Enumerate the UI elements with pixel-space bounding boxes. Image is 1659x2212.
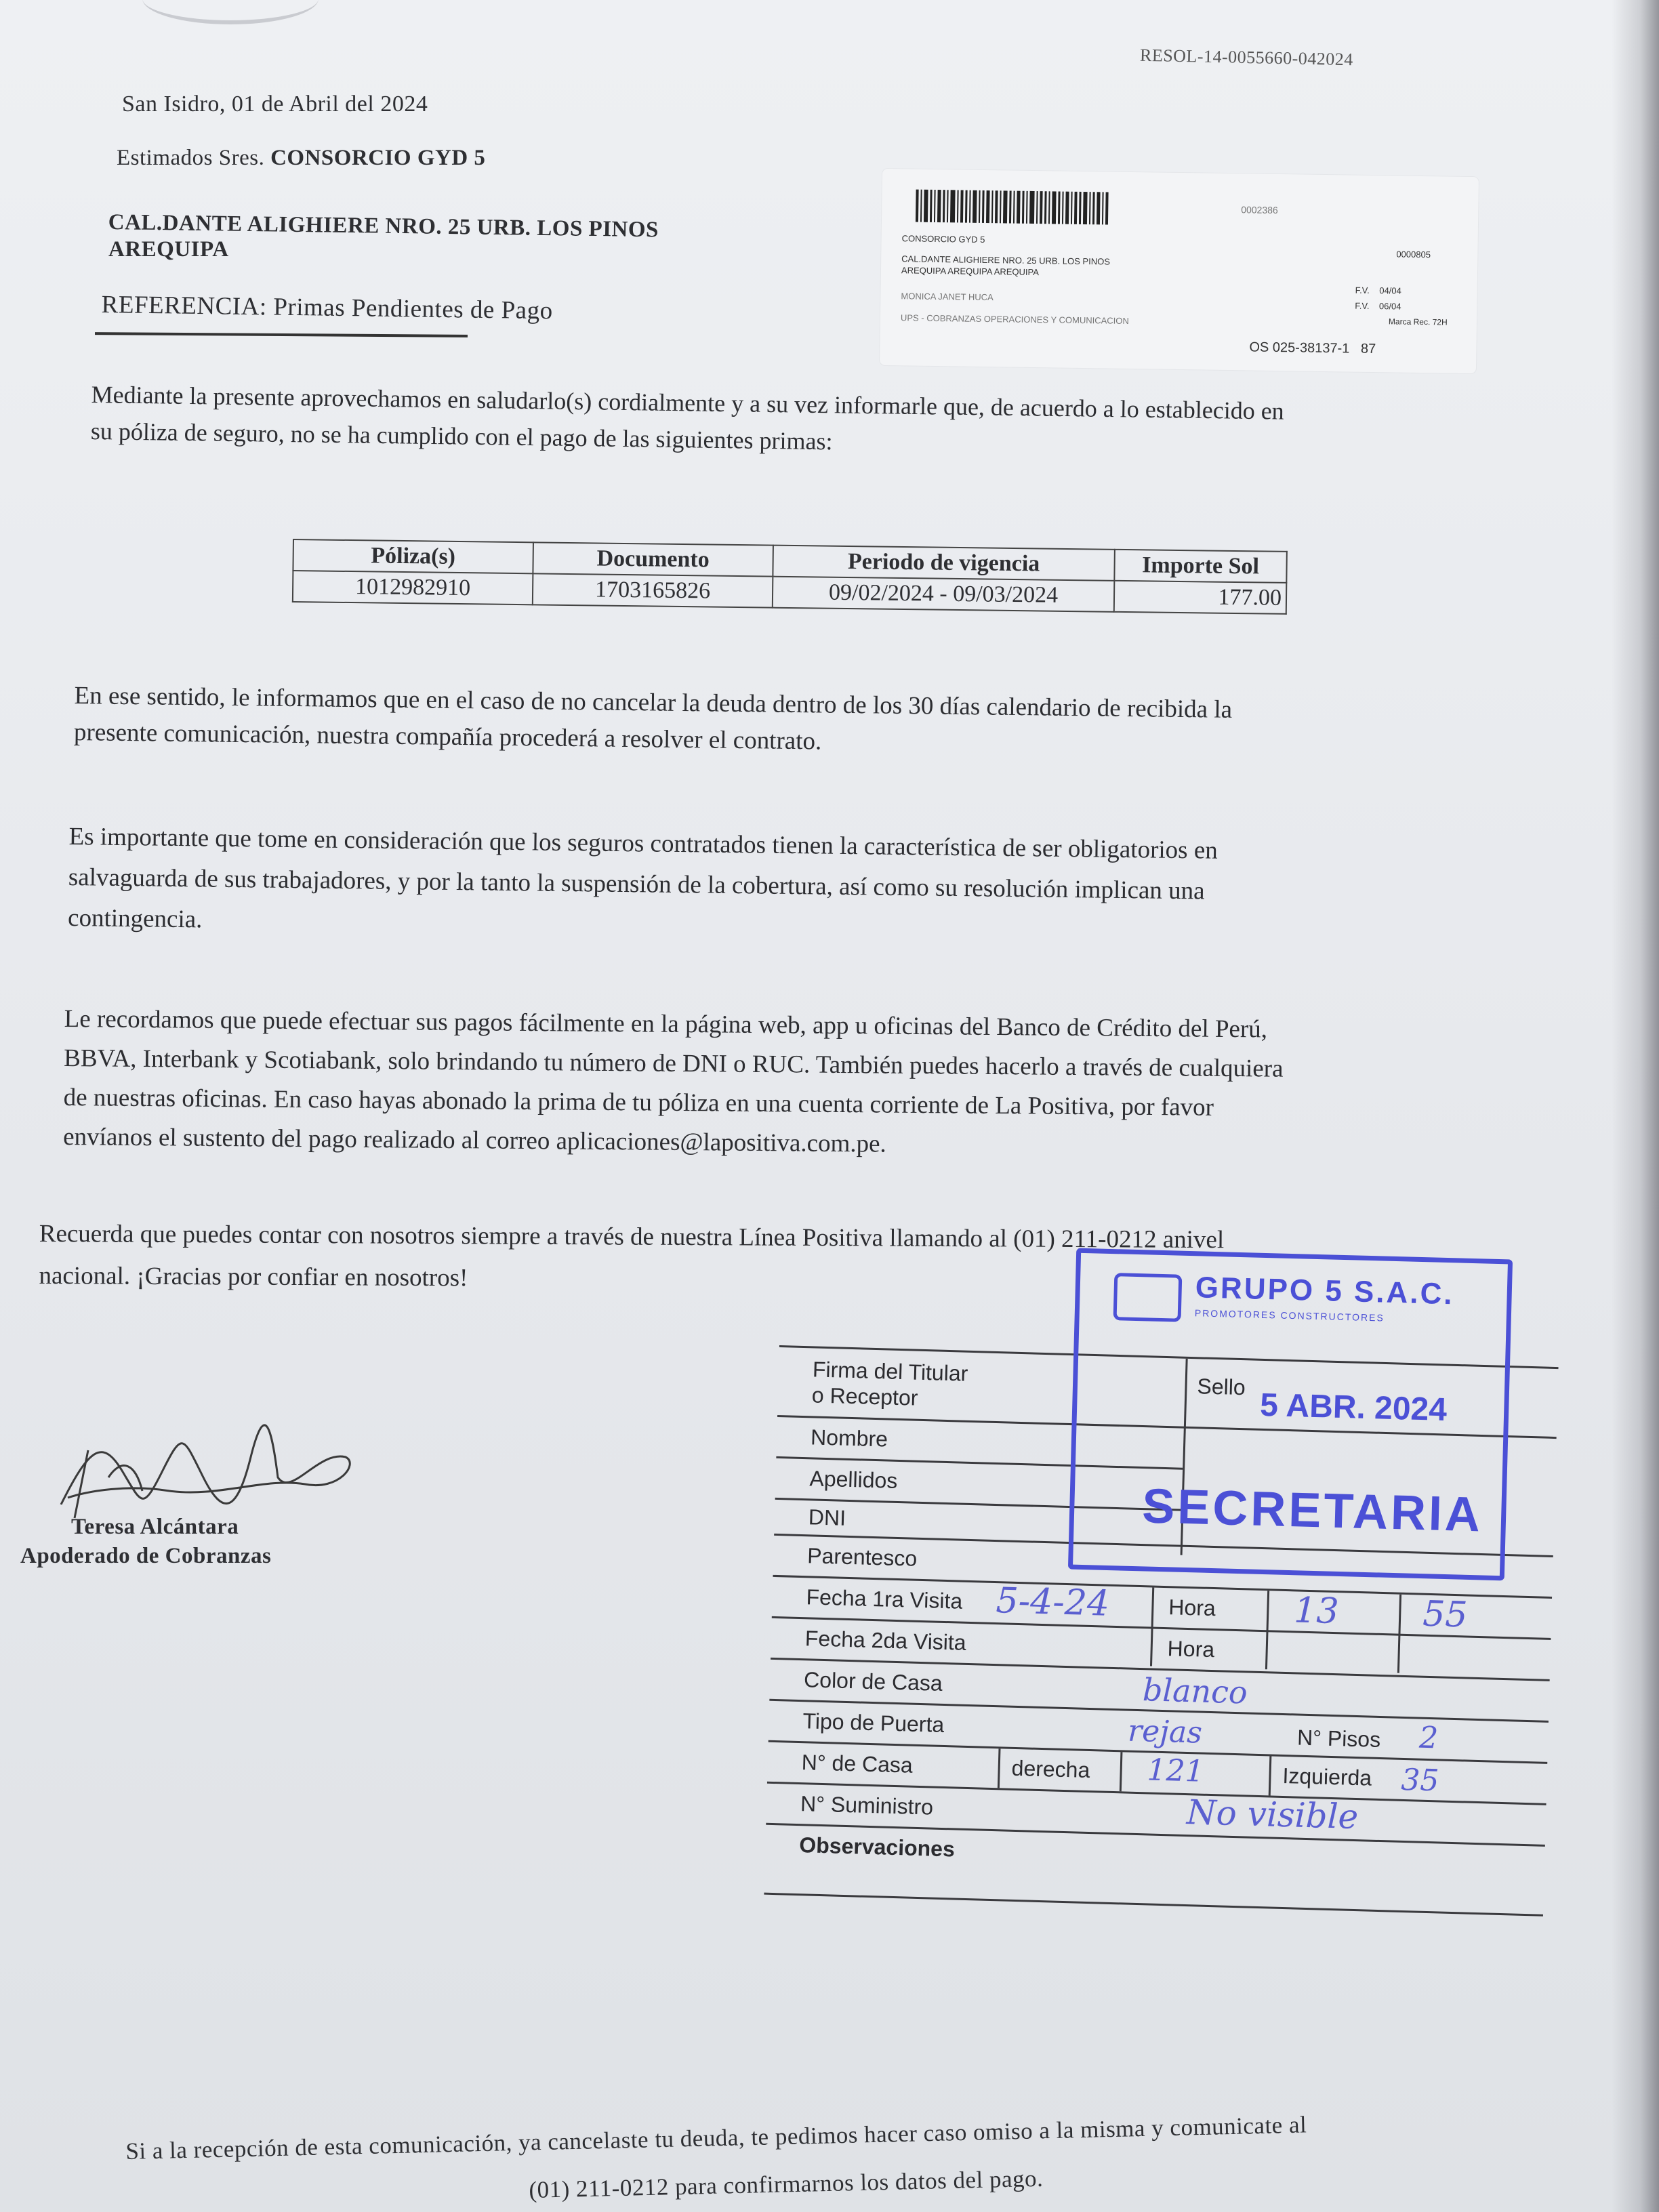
barcode [916,190,1208,226]
first-visit-label: Fecha 1ra Visita [806,1584,963,1614]
cell-period: 09/02/2024 - 09/03/2024 [773,577,1115,612]
house-color-label: Color de Casa [803,1667,943,1696]
header-document: Documento [533,542,773,576]
recipient-name: CONSORCIO GYD 5 [270,146,486,170]
hour-value-hours: 13 [1293,1590,1340,1633]
reference-line: REFERENCIA: Primas Pendientes de Pago [101,290,553,325]
form-divider [1269,1756,1272,1795]
form-divider [998,1748,1001,1788]
supply-label: N° Suministro [800,1791,934,1820]
label-address-2: AREQUIPA AREQUIPA AREQUIPA [901,265,1040,278]
name-label: Nombre [810,1425,888,1452]
para1-line-1: En ese sentido, le informamos que en el caso de no cancelar la deuda dentro de los 30 días calendario de recibida la [74,681,1233,724]
reference-underline [95,332,468,337]
label-fv [1355,285,1401,296]
hour-label-2: Hora [1167,1636,1215,1662]
para3-line-1: Le recordamos que puede efectuar sus pagos fácilmente en la página web, app u oficinas del Banco de Crédito del Perú, [64,1004,1268,1044]
para2-line-3: contingencia. [67,903,203,934]
para3-line-3: de nuestras oficinas. En caso hayas abonado la prima de tu póliza en una cuenta corriente de La Positiva, por favor [63,1083,1214,1122]
signature-label [811,1356,968,1412]
hour-value-minutes: 55 [1422,1593,1469,1636]
first-visit-value: 5-4-24 [995,1580,1110,1624]
relationship-label: Parentesco [806,1543,918,1571]
intro-line-2: su póliza de seguro, no se ha cumplido con el pago de las siguientes primas: [90,417,833,455]
address-label-sticker [880,169,1479,373]
observations-label: Observaciones [798,1832,956,1862]
label-fv-value: 04/04 [1379,285,1401,296]
left-value: 35 [1400,1762,1440,1799]
intro-paragraph [90,376,1284,466]
header-policy: Póliza(s) [293,539,533,573]
label-address-1: CAL.DANTE ALIGHIERE NRO. 25 URB. LOS PINOS [901,253,1111,267]
signature-label-line-2: o Receptor [811,1382,918,1410]
intro-line-1: Mediante la presente aprovechamos en saludarlo(s) cordialmente y a su vez informarle que, de acuerdo a lo establecido en [91,380,1284,425]
right-label: derecha [1011,1755,1090,1783]
label-tracking-number: OS 025-38137-1 [1249,340,1350,356]
footer-line-1: Si a la recepción de esta comunicación, ya cancelaste tu deuda, te pedimos hacer caso omiso a la misma y comunicate al [125,2111,1307,2165]
label-fv2 [1355,301,1401,312]
header-period: Periodo de vigencia [773,546,1115,581]
form-divider [1120,1752,1123,1791]
label-barcode-number: 0002386 [1241,204,1278,216]
right-value: 121 [1146,1753,1205,1789]
paragraph-1 [74,678,1233,765]
paragraph-2 [68,817,1218,953]
second-visit-label: Fecha 2da Visita [804,1626,967,1655]
header-amount: Importe Sol [1114,550,1287,583]
company-stamp [1068,1248,1513,1581]
door-type-value: rejas [1127,1713,1203,1750]
label-fv-key: F.V. [1355,285,1370,295]
company-logo-fragment [142,0,319,24]
floors-value: 2 [1418,1720,1439,1756]
floors-label: N° Pisos [1296,1725,1381,1752]
para3-line-2: BBVA, Interbank y Scotiabank, solo brindando tu número de DNI o RUC. También puedes hacerlo a través de cualquiera [64,1044,1284,1083]
signature-label-line-1: Firma del Titular [812,1357,968,1386]
house-number-label: N° de Casa [801,1750,914,1778]
dni-label: DNI [808,1504,846,1530]
paragraph-4 [39,1213,1224,1303]
stamp-company: GRUPO 5 S.A.C. [1195,1271,1455,1311]
label-fv2-key: F.V. [1355,300,1370,311]
label-frame: Marca Rec. 72H [1388,316,1448,327]
premium-table [292,539,1288,615]
signer-title: Apoderado de Cobranzas [20,1544,272,1568]
paragraph-3 [63,1000,1284,1168]
seal-label: Sello [1197,1374,1246,1400]
cell-document: 1703165826 [533,573,773,607]
supply-value: No visible [1186,1793,1359,1837]
house-color-value: blanco [1142,1671,1248,1711]
address-line-1: CAL.DANTE ALIGHIERE NRO. 25 URB. LOS PINOS [108,210,659,243]
door-type-label: Tipo de Puerta [802,1708,945,1738]
signature-scribble [47,1410,359,1525]
para2-line-1: Es importante que tome en consideración que los seguros contratados tienen la característica de ser obligatorios en [68,822,1218,865]
stamp-subtitle: PROMOTORES CONSTRUCTORES [1194,1307,1385,1324]
label-tracking [1249,340,1376,357]
hour-label-1: Hora [1168,1595,1216,1621]
para2-line-2: salvaguarda de sus trabajadores, y por la tanto la suspensión de la cobertura, así como su resolución implican una [68,863,1205,905]
greeting-prefix: Estimados Sres. [117,146,265,170]
stamp-department: SECRETARIA [1141,1479,1483,1542]
left-label: Izquierda [1282,1763,1372,1790]
page-edge-shadow [1612,0,1659,2212]
signer-name: Teresa Alcántara [71,1515,239,1539]
address-line-2: AREQUIPA [108,237,229,262]
cell-amount: 177.00 [1114,581,1287,614]
label-tracking-suffix: 87 [1360,341,1376,357]
surname-label: Apellidos [809,1466,898,1493]
label-name: CONSORCIO GYD 5 [901,233,985,245]
label-code: 0000805 [1396,249,1431,260]
label-contact: MONICA JANET HUCA [901,291,994,303]
para4-line-2: nacional. ¡Gracias por confiar en nosotros! [39,1261,468,1292]
cell-policy: 1012982910 [293,571,533,605]
stamp-date: 5 ABR. 2024 [1259,1387,1448,1429]
greeting [117,146,485,171]
reference-code: RESOL-14-0055660-042024 [1139,45,1354,70]
footer-line-2: (01) 211-0212 para confirmarnos los datos del pago. [529,2165,1044,2203]
para3-line-4: envíanos el sustento del pago realizado al correo aplicaciones@lapositiva.com.pe. [63,1122,886,1158]
para4-line-1: Recuerda que puedes contar con nosotros siempre a través de nuestra Línea Positiva llamando al (01) 211-0212 anivel [39,1219,1225,1254]
label-fv2-value: 06/04 [1378,301,1401,312]
stamp-logo-icon [1113,1273,1183,1322]
date-line: San Isidro, 01 de Abril del 2024 [122,91,428,117]
label-department: UPS - COBRANZAS OPERACIONES Y COMUNICACION [900,312,1129,326]
para1-line-2: presente comunicación, nuestra compañía procederá a resolver el contrato. [73,718,822,756]
